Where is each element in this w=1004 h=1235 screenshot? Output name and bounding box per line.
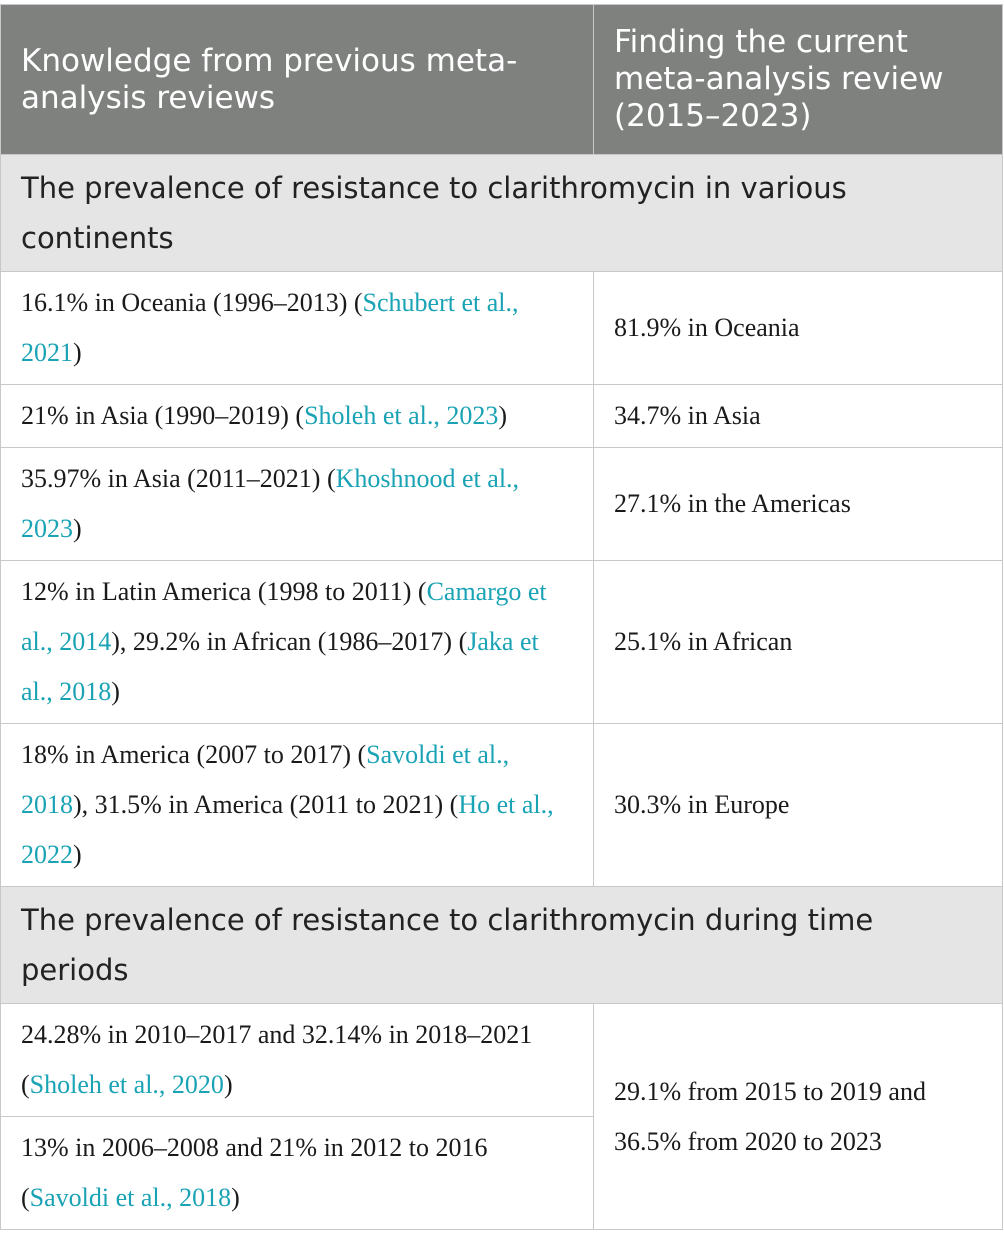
- citation-link[interactable]: Ho et al., 2022: [21, 790, 554, 869]
- citation-link[interactable]: Camargo et al., 2014: [21, 577, 547, 656]
- previous-finding-cell: [1, 724, 594, 887]
- citation-link[interactable]: Savoldi et al., 2018: [29, 1183, 232, 1212]
- table-row: [1, 724, 1003, 887]
- header-previous-reviews: Knowledge from previous meta-analysis reviews: [1, 5, 594, 155]
- previous-finding-cell: [1, 448, 594, 561]
- table-row: [1, 385, 1003, 448]
- finding-text: ): [73, 338, 82, 367]
- current-finding-cell: 30.3% in Europe: [594, 724, 1003, 887]
- section-row: [1, 887, 1003, 1004]
- section-heading: The prevalence of resistance to clarithromycin in various continents: [1, 155, 1003, 272]
- table-body: [1, 155, 1003, 1230]
- citation-link[interactable]: Jaka et al., 2018: [21, 627, 539, 706]
- finding-text: ), 31.5% in America (2011 to 2021) (: [73, 790, 459, 819]
- table-row: [1, 1004, 1003, 1117]
- previous-finding-cell: [1, 561, 594, 724]
- finding-text: 21% in Asia (1990–2019) (: [21, 401, 305, 430]
- finding-text: 18% in America (2007 to 2017) (: [21, 740, 367, 769]
- section-heading: The prevalence of resistance to clarithromycin during time periods: [1, 887, 1003, 1004]
- finding-text: ): [231, 1183, 240, 1212]
- header-current-review: Finding the current meta-analysis review (2015–2023): [594, 5, 1003, 155]
- citation-link[interactable]: Savoldi et al., 2018: [21, 740, 510, 819]
- header-row: [1, 5, 1003, 155]
- current-finding-cell: 81.9% in Oceania: [594, 272, 1003, 385]
- previous-finding-cell: [1, 385, 594, 448]
- finding-text: ): [73, 514, 82, 543]
- citation-link[interactable]: Sholeh et al., 2023: [304, 401, 499, 430]
- citation-link[interactable]: Sholeh et al., 2020: [29, 1070, 224, 1099]
- finding-text: 35.97% in Asia (2011–2021) (: [21, 464, 336, 493]
- current-finding-cell: 27.1% in the Americas: [594, 448, 1003, 561]
- current-finding-cell: 29.1% from 2015 to 2019 and 36.5% from 2020 to 2023: [594, 1004, 1003, 1230]
- previous-finding-cell: [1, 1117, 594, 1230]
- previous-finding-cell: [1, 272, 594, 385]
- table-row: [1, 561, 1003, 724]
- citation-link[interactable]: Khoshnood et al., 2023: [21, 464, 520, 543]
- finding-text: ), 29.2% in African (1986–2017) (: [111, 627, 468, 656]
- finding-text: ): [73, 840, 82, 869]
- previous-finding-cell: [1, 1004, 594, 1117]
- current-finding-cell: 34.7% in Asia: [594, 385, 1003, 448]
- finding-text: ): [111, 677, 120, 706]
- table-row: [1, 272, 1003, 385]
- finding-text: 16.1% in Oceania (1996–2013) (: [21, 288, 363, 317]
- finding-text: 12% in Latin America (1998 to 2011) (: [21, 577, 427, 606]
- finding-text: ): [223, 1070, 233, 1099]
- section-row: [1, 155, 1003, 272]
- citation-link[interactable]: Schubert et al., 2021: [21, 288, 519, 367]
- comparison-table: [0, 4, 1003, 1230]
- current-finding-cell: 25.1% in African: [594, 561, 1003, 724]
- finding-text: 13% in 2006–2008 and 21% in 2012 to 2016 (: [21, 1133, 488, 1212]
- finding-text: 24.28% in 2010–2017 and 32.14% in 2018–2021 (: [21, 1020, 533, 1099]
- finding-text: ): [498, 401, 508, 430]
- table-row: [1, 448, 1003, 561]
